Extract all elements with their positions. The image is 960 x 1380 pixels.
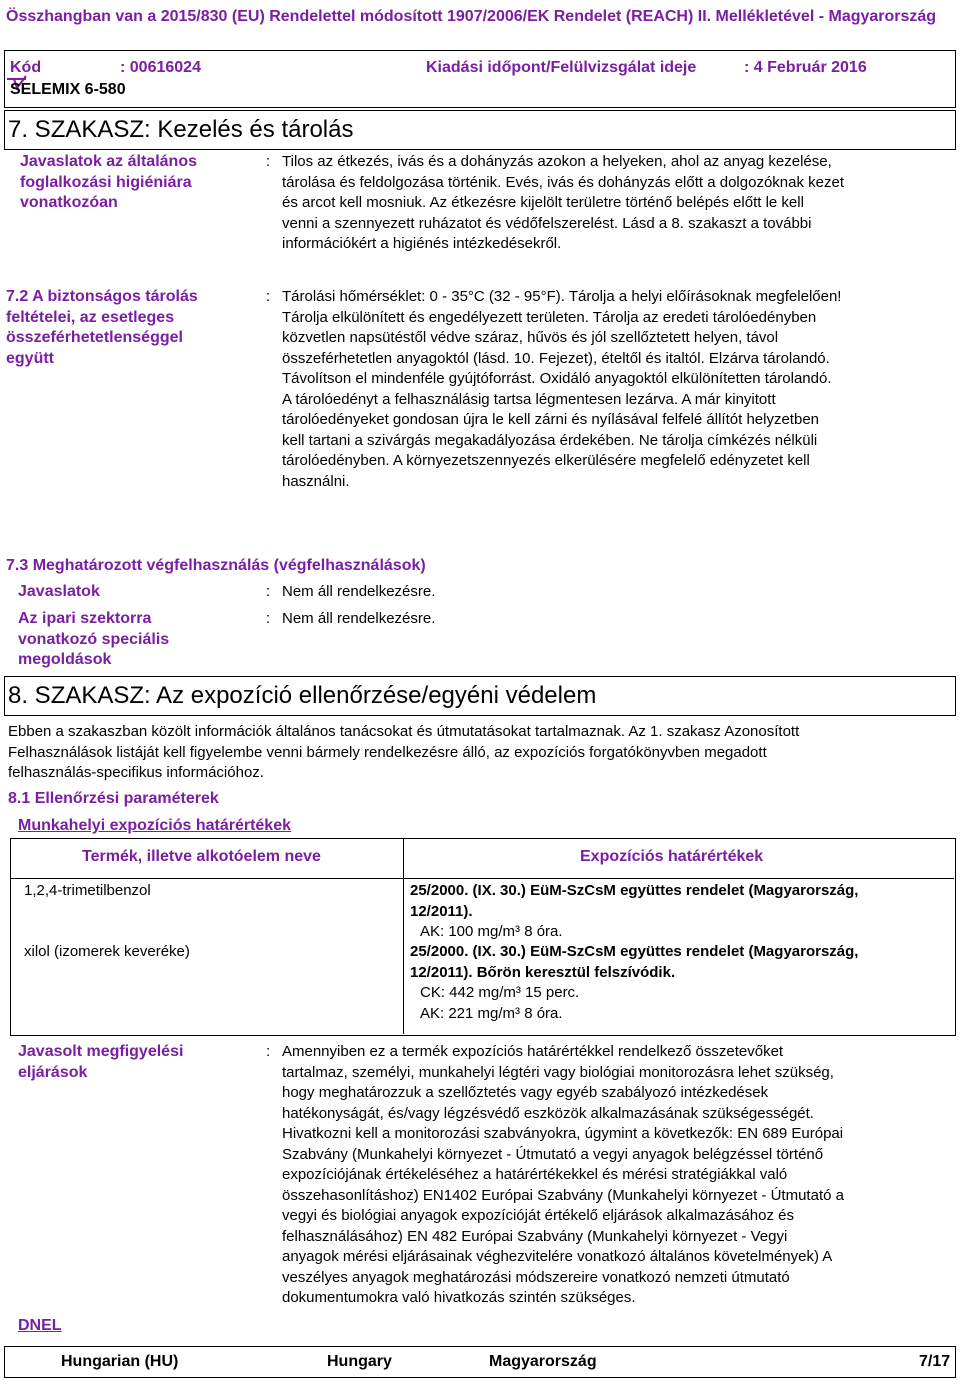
storage-text: Tárolási hőmérséklet: 0 - 35°C (32 - 95°F). Tárolja a helyi előírásoknak megfelelően! Tárolja elkülönített és engedélyezett területen. Tárolja az eredeti tárolóedényben közvetlen napsütéstől védve száraz, hűvös és jól szellőztetett helyen, távol összeférhetetlen anyagoktól (lásd. 10. Fejezet), ételtől és italtól. Elzárva tárolandó. Távolítson el mindenféle gyújtóforrást. Oxidáló anyagoktól elkülönítetten tárolandó. A tárolóedényt a felhasználásig tartsa légmentesen lezárva. A már kinyitott tárolóedényeket gondosan újra le kell zárni és nyílásával felfelé állítót helyzetben kell tartani a szivárgás megakadályozása érdekében. Ne tárolja címkézés nélküli tárolóedényben. A környezetszennyezés elkerülésére megfelelő edényzetet kell használni. xyxy=(282,288,842,490)
table-row-limit: 25/2000. (IX. 30.) EüM-SzCsM együttes rendelet (Magyarország, 12/2011). xyxy=(410,882,859,920)
monitoring-text: Amennyiben ez a termék expozíciós határértékkel rendelkező összetevőket tartalmaz, személyi, munkahelyi légtéri vagy biológiai monitorozásra lehet szükség, hogy meghatározzuk a szellőztetés vagy egyéb szabályozó intézkedések hatékonyságát, és/vagy légzésvédő eszközök alkalmazásának szükségességét. Hivatkozni kell a monitorozási szabványokra, úgymint a következők: EN 689 Európai Szabvány (Munkahelyi környezet - Útmutató a vegyi anyagok belégzéssel történő expozíciójának értékeléséhez a határértékekkel és mérési stratégiákkal való összehasonlításhoz) EN1402 Európai Szabvány (Munkahelyi környezet - Útmutató a vegyi és biológiai anyagok expozícióját értékelő eljárások alkalmazásához és felhasználásához) EN 482 Európai Szabvány (Munkahelyi környezet - Vegyi anyagok mérési eljárásainak véghezvitelére vonatkozó általános követelmények) A veszélyes anyagok meghatározási módszereire vonatkozó nemzeti útmutató dokumentumokra való hivatkozás szintén szükséges. xyxy=(282,1043,844,1306)
footer xyxy=(4,1346,956,1378)
code-label: Kód xyxy=(10,59,42,76)
issue-date-label: Kiadási időpont/Felülvizsgálat ideje xyxy=(426,59,697,76)
table-divider xyxy=(403,838,404,1034)
footer-country: Hungary xyxy=(327,1353,392,1370)
oel-heading: Munkahelyi expozíciós határértékek xyxy=(18,817,291,834)
code-value: : 00616024 xyxy=(120,59,201,76)
footer-page: 7/17 xyxy=(919,1353,951,1370)
colon: : xyxy=(266,288,271,305)
product-name: SELEMIX 6-580 xyxy=(10,81,126,98)
recommendations-label: Javaslatok xyxy=(18,583,100,600)
colon: : xyxy=(266,1043,271,1060)
dnel-heading: DNEL xyxy=(18,1317,62,1334)
footer-language: Hungarian (HU) xyxy=(61,1353,179,1370)
table-row-name: 1,2,4-trimetilbenzol xyxy=(24,882,151,899)
table-row-value: CK: 442 mg/m³ 15 perc. AK: 221 mg/m³ 8 óra. xyxy=(420,984,580,1022)
storage-label: 7.2 A biztonságos tárolás feltételei, az esetleges összeférhetetlenséggel együtt xyxy=(6,288,198,367)
table-row-value: AK: 100 mg/m³ 8 óra. xyxy=(420,923,563,940)
section8-intro: Ebben a szakaszban közölt információk általános tanácsokat és útmutatásokat tartalmaznak. Az 1. szakasz Azonosított Felhasználások listáját kell figyelembe venni bármely rendelkezésre álló, az expozíciós forgatókönyvben megadott felhasználás-specifikus információhoz. xyxy=(8,723,800,781)
control-parameters-heading: 8.1 Ellenőrzési paraméterek xyxy=(8,790,219,807)
colon: : xyxy=(266,583,271,600)
monitoring-label: Javasolt megfigyelési eljárások xyxy=(18,1043,184,1081)
table-row-name: xilol (izomerek keveréke) xyxy=(24,943,190,960)
hygiene-label: Javaslatok az általános foglalkozási higiéniára vonatkozóan xyxy=(20,153,197,211)
industrial-solutions-label: Az ipari szektorra vonatkozó speciális megoldások xyxy=(18,610,170,668)
issue-date-value: : 4 Február 2016 xyxy=(744,59,867,76)
section7-heading: 7. SZAKASZ: Kezelés és tárolás xyxy=(8,116,354,143)
hygiene-text: Tilos az étkezés, ivás és a dohányzás azokon a helyeken, ahol az anyag kezelése, tárolása és feldolgozása történik. Evés, ivás és dohányzás előtt a dolgozóknak kezet és arcot kell mosniuk. Az étkezésre kijelölt területre történő belépés előtt le kell venni a szennyezett ruházatot és védőfelszerelést. Lásd a 8. szakaszt a további információkért a higiénés intézkedésekről. xyxy=(282,153,844,252)
section8-heading: 8. SZAKASZ: Az expozíció ellenőrzése/egyéni védelem xyxy=(8,682,597,709)
table-header-line xyxy=(10,878,954,879)
recommendations-value: Nem áll rendelkezésre. xyxy=(282,583,436,600)
colon: : xyxy=(266,153,271,170)
document-title: Összhangban van a 2015/830 (EU) Rendelettel módosított 1907/2006/EK Rendelet (REACH) II. Mellékletével - Magyarország xyxy=(6,8,937,25)
table-row-limit: 25/2000. (IX. 30.) EüM-SzCsM együttes rendelet (Magyarország, 12/2011). Bőrön keresztül felszívódik. xyxy=(410,943,859,981)
table-col-product: Termék, illetve alkotóelem neve xyxy=(82,848,321,865)
end-use-heading: 7.3 Meghatározott végfelhasználás (végfelhasználások) xyxy=(6,557,426,574)
footer-region: Magyarország xyxy=(489,1353,597,1370)
table-col-limits: Expozíciós határértékek xyxy=(580,848,764,865)
colon: : xyxy=(266,610,271,627)
industrial-solutions-value: Nem áll rendelkezésre. xyxy=(282,610,436,627)
